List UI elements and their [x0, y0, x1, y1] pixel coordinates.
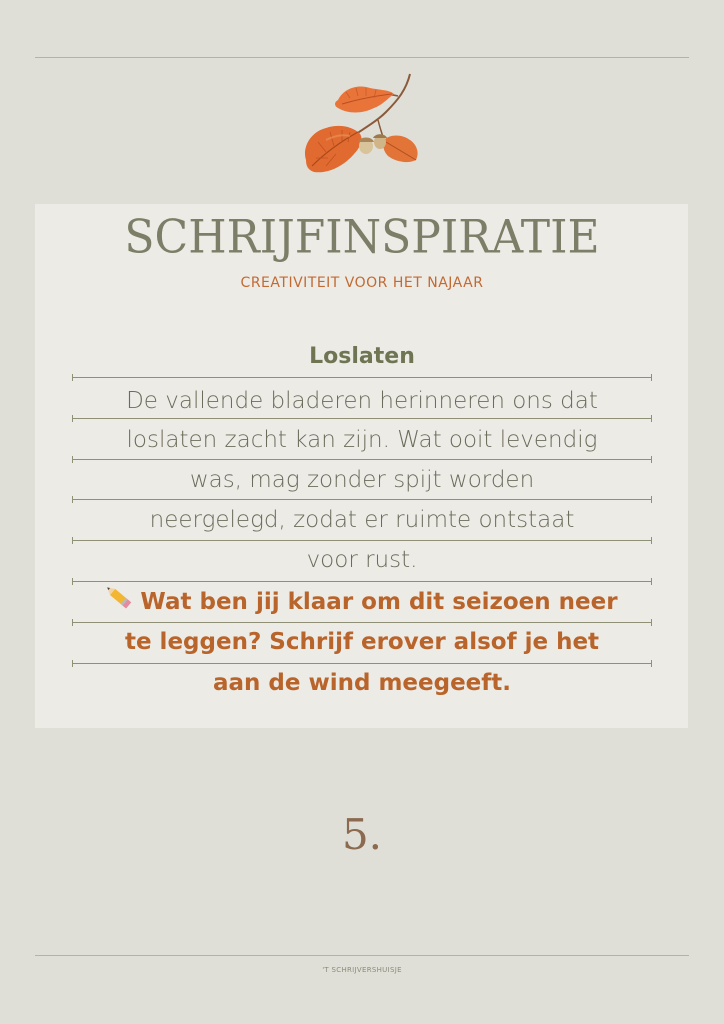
- page-subtitle: CREATIVITEIT VOOR HET NAJAAR: [240, 275, 484, 291]
- body-line-3: was, mag zonder spijt worden: [189, 467, 535, 493]
- prompt-line-2: te leggen? Schrijf erover alsof je het: [124, 629, 600, 655]
- top-divider: [35, 57, 689, 58]
- prompt-line-1-text: Wat ben jij klaar om dit seizoen neer: [140, 589, 618, 615]
- body-line-4: neergelegd, zodat er ruimte ontstaat: [149, 507, 575, 533]
- body-line-2: loslaten zacht kan zijn. Wat ooit levendig: [126, 427, 598, 453]
- body-line-1: De vallende bladeren herinneren ons dat: [126, 388, 598, 414]
- bottom-divider: [35, 955, 689, 956]
- writing-line: [72, 418, 652, 419]
- writing-line: [72, 377, 652, 378]
- pencil-icon: [106, 585, 136, 613]
- body-line-5: voor rust.: [306, 547, 418, 573]
- page-number: 5.: [341, 810, 383, 859]
- autumn-leaves-icon: [298, 70, 428, 185]
- footer-brand: 'T SCHRIJVERSHUISJE: [322, 966, 402, 974]
- section-heading: Loslaten: [309, 344, 415, 369]
- page-title: SCHRIJFINSPIRATIE: [124, 210, 600, 265]
- prompt-line-3: aan de wind meegeeft.: [212, 670, 512, 696]
- prompt-line-1: [62, 582, 662, 623]
